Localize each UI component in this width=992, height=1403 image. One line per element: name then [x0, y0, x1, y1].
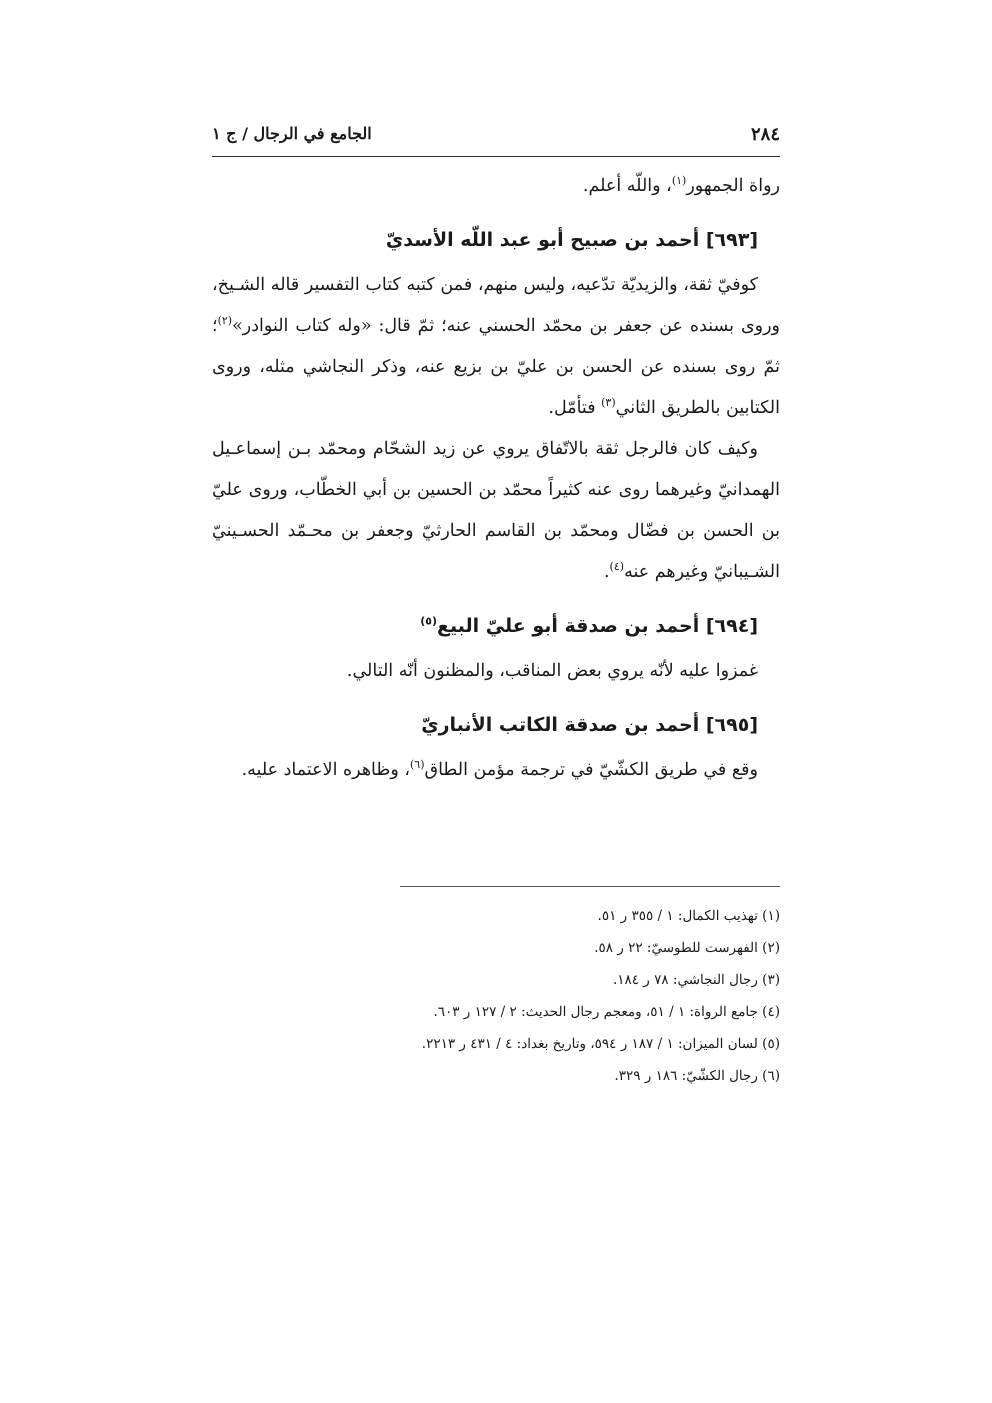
- entry-heading-695: [٦٩٥] أحمد بن صدقة الكاتب الأنباريّ: [421, 714, 758, 736]
- entry-693-p1-c: فتأمّل.: [548, 398, 602, 418]
- entry-693-paragraph-1: [212, 265, 780, 429]
- footnote-4: (٤) جامع الرواة: ١ / ٥١، ومعجم رجال الحديث: ٢ / ١٢٧ ر ٦٠٣.: [433, 1004, 780, 1020]
- footnote-ref-3: (٣): [601, 396, 616, 410]
- entry-heading-693: [٦٩٣] أحمد بن صبيح أبو عبد اللّه الأسديّ: [385, 229, 758, 251]
- entry-694-paragraph: غمزوا عليه لأنّه يروي بعض المناقب، والمظنون أنّه التالي.: [346, 661, 758, 681]
- footnote-5: (٥) لسان الميزان: ١ / ١٨٧ ر ٥٩٤، وتاريخ بغداد: ٤ / ٤٣١ ر ٢٢١٣.: [421, 1036, 780, 1052]
- footnote-ref-2: (٢): [217, 314, 233, 328]
- opening-text-b: ، واللّه أعلم.: [582, 176, 672, 196]
- entry-695-paragraph: [212, 750, 780, 791]
- page-header: [212, 118, 780, 157]
- footnote-separator: [400, 886, 780, 887]
- entry-695-text-b: ، وظاهره الاعتماد عليه.: [241, 760, 410, 780]
- entry-heading-694: [212, 607, 780, 645]
- entry-heading-694-text: [٦٩٤] أحمد بن صدقة أبو عليّ البيع: [437, 615, 758, 637]
- footnote-2: (٢) الفهرست للطوسيّ: ٢٢ ر ٥٨.: [594, 940, 780, 956]
- footnote-ref-5: (٥): [420, 614, 438, 628]
- footnote-ref-6: (٦): [409, 758, 425, 772]
- page-number: ٢٨٤: [750, 124, 780, 145]
- entry-693-p2-b: .: [603, 562, 610, 582]
- opening-paragraph: [212, 166, 780, 207]
- footnotes: [212, 900, 780, 1092]
- entry-693-p1-a: كوفيّ ثقة، والزيديّة تدّعيه، وليس منهم، فمن كتبه كتاب التفسير قاله الشـيخ، وروى بسنده عن جعفر بن محمّد الحسني عنه؛ ثمّ قال: «وله كتاب النوادر»: [212, 275, 780, 336]
- footnote-1: (١) تهذيب الكمال: ١ / ٣٥٥ ر ٥١.: [597, 908, 780, 924]
- opening-text-a: رواة الجمهور: [686, 176, 780, 196]
- entry-695-text-a: وقع في طريق الكشّيّ في ترجمة مؤمن الطاق: [424, 760, 758, 780]
- footnote-ref-1: (١): [671, 174, 687, 188]
- footnote-3: (٣) رجال النجاشي: ٧٨ ر ١٨٤.: [612, 972, 780, 988]
- entry-693-p2-a: وكيف كان فالرجل ثقة بالاتّفاق يروي عن زيد الشحّام ومحمّد بـن إسماعـيل الهمدانيّ وغيرهما روى عنه كثيراً محمّد بن الحسين بن أبي الخطّاب، وروى عليّ بن الحسن بن فضّال ومحمّد بن القاسم الحارثيّ وجعفر بن محـمّد الحسـينيّ الشـيبانيّ وغيرهم عنه: [212, 439, 780, 582]
- running-title: الجامع في الرجال / ج ١: [212, 124, 372, 143]
- footnote-ref-4: (٤): [609, 560, 625, 574]
- footnote-6: (٦) رجال الكشّيّ: ١٨٦ ر ٣٢٩.: [614, 1068, 780, 1084]
- main-text: [212, 166, 780, 791]
- entry-693-paragraph-2: [212, 429, 780, 593]
- entry-693-p1-b: ؛ ثمّ روى بسنده عن الحسن بن عليّ بن بزيع عنه، وذكر النجاشي مثله، وروى الكتابين بالطريق الثاني: [212, 316, 780, 418]
